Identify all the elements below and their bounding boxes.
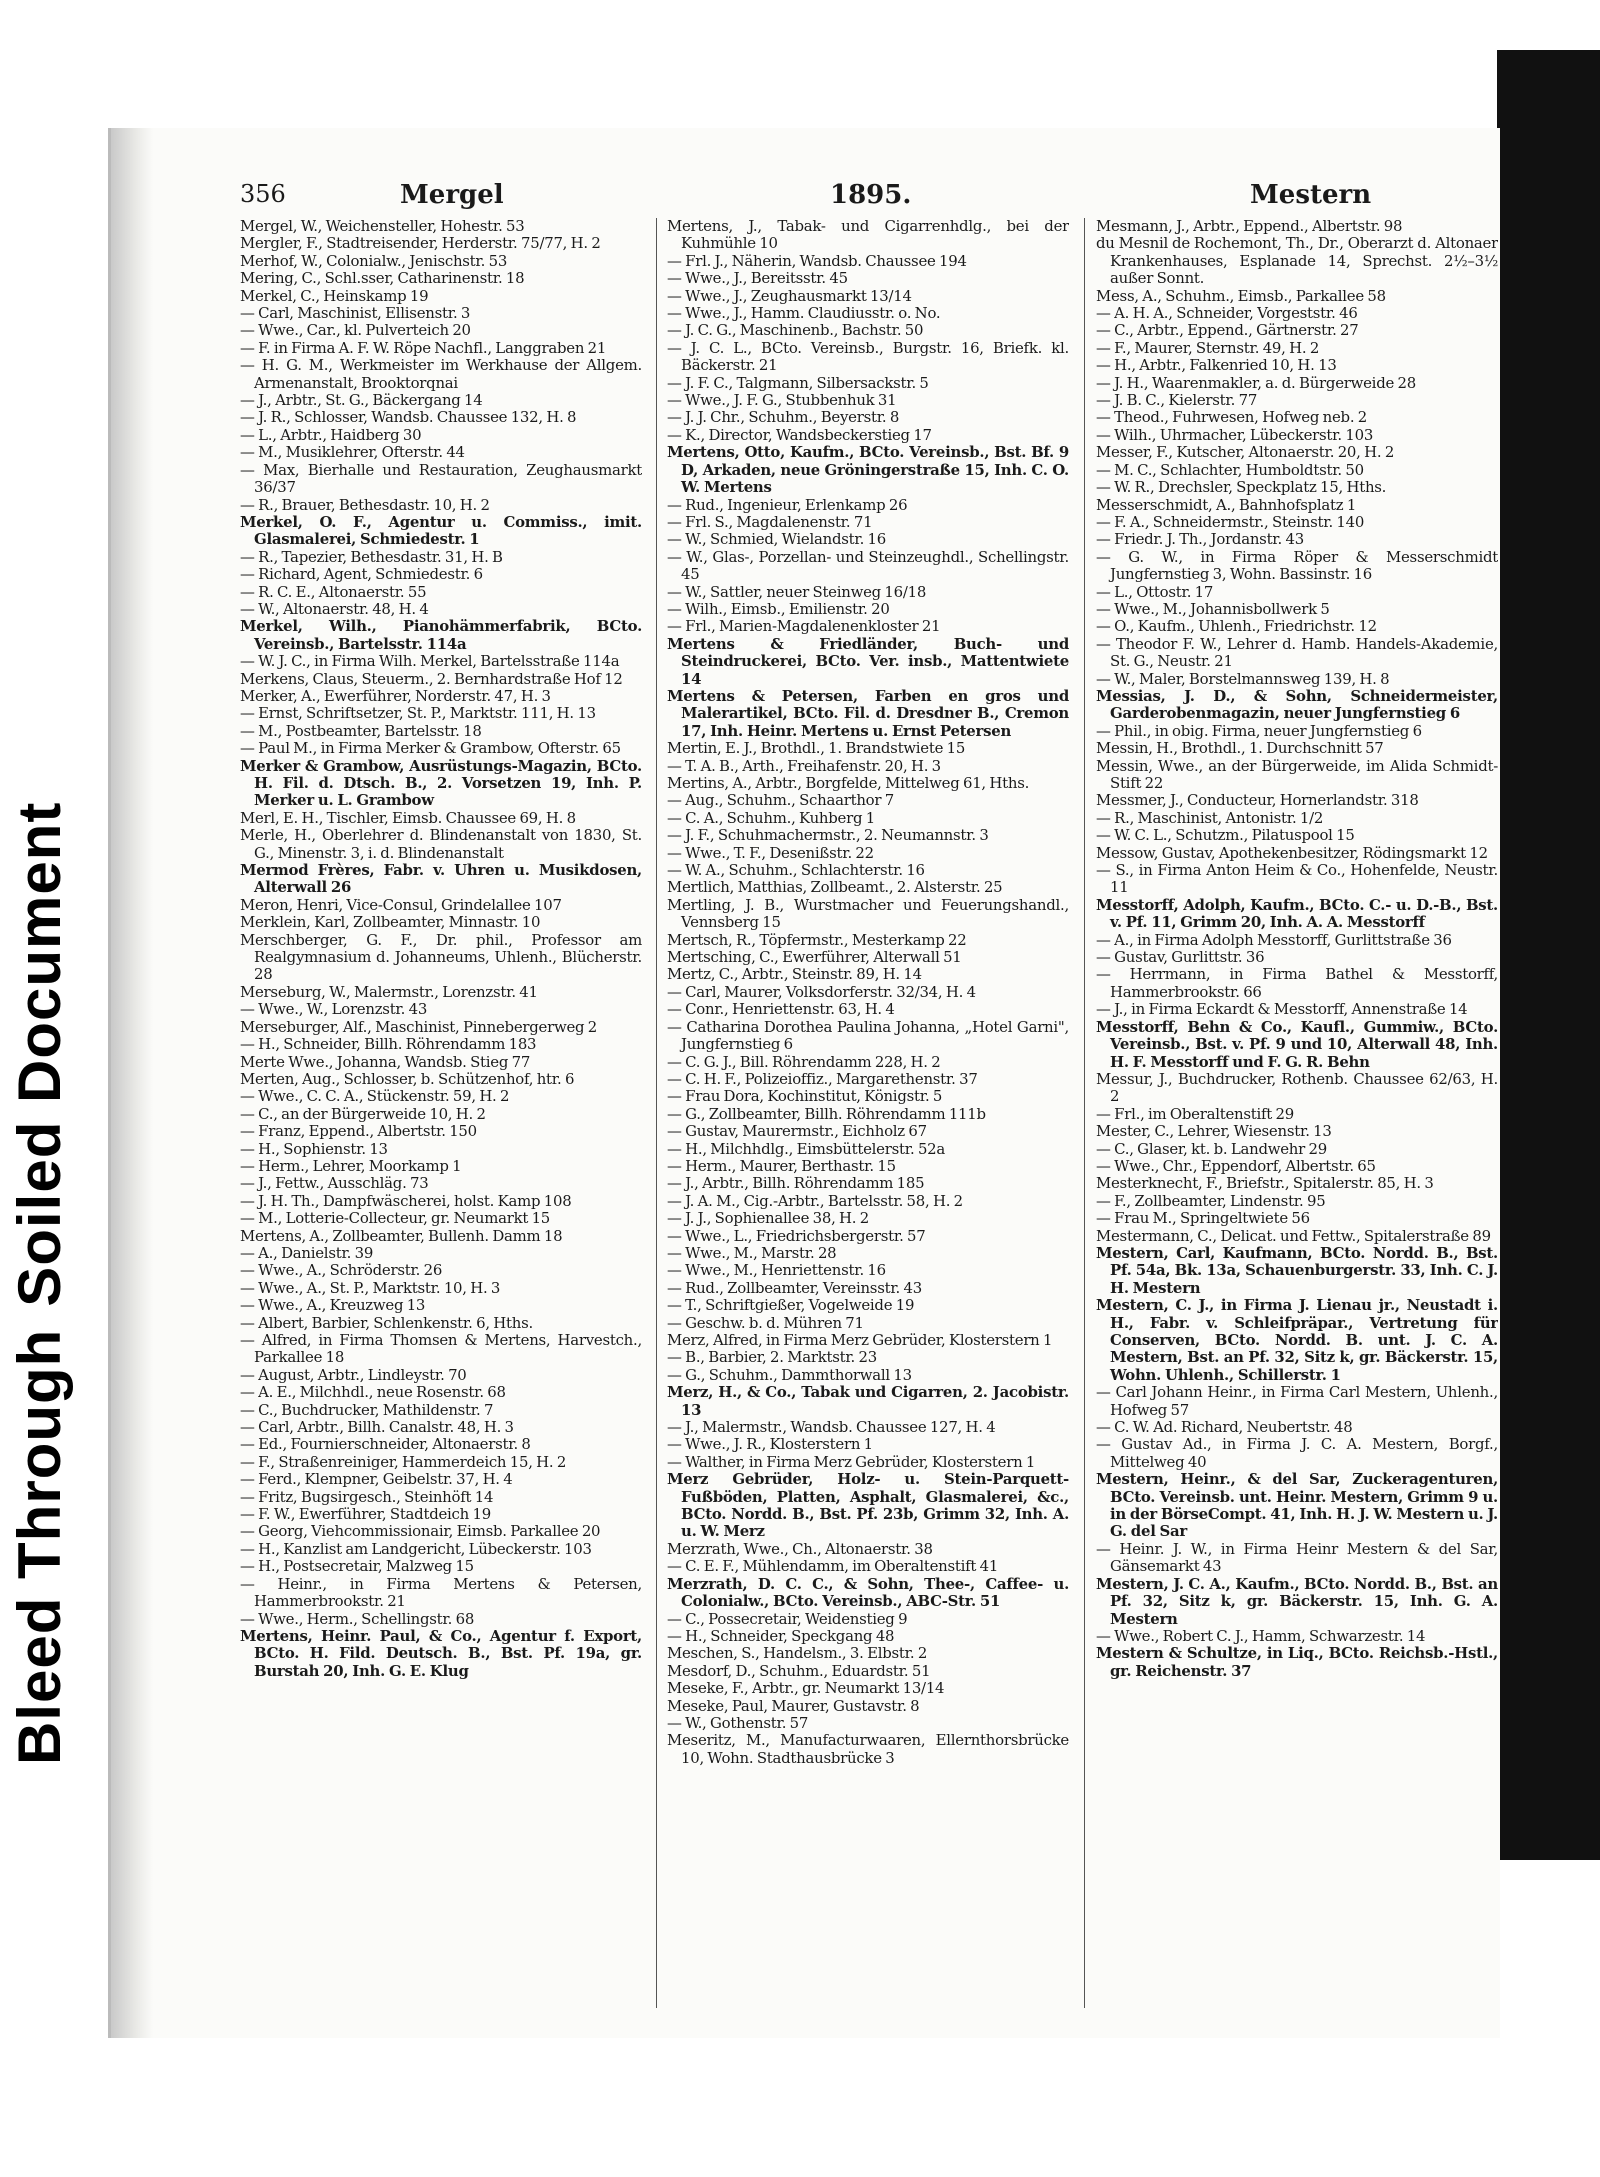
- directory-entry: — W., Sattler, neuer Steinweg 16/18: [667, 582, 927, 601]
- directory-entry: Mertens, A., Zollbeamter, Bullenh. Damm 18: [240, 1226, 563, 1245]
- directory-entry: Messer, F., Kutscher, Altonaerstr. 20, H. 2: [1096, 443, 1395, 462]
- directory-entry: Merseburg, W., Malermstr., Lorenzstr. 41: [240, 982, 538, 1001]
- directory-entry: Messtorff, Adolph, Kaufm., BCto. C.- u. D.-B., Bst. v. Pf. 11, Grimm 20, Inh. A. A. Messtorff: [1096, 895, 1498, 932]
- directory-entry: — C., an der Bürgerweide 10, H. 2: [240, 1104, 486, 1123]
- stamp-line-1: Bleed Through: [6, 1328, 73, 1765]
- directory-entry: Merzrath, Wwe., Ch., Altonaerstr. 38: [667, 1539, 933, 1558]
- directory-entry: — S., in Firma Anton Heim & Co., Hohenfelde, Neustr. 11: [1096, 861, 1498, 897]
- directory-entry: — Carl, Maschinist, Ellisenstr. 3: [240, 304, 471, 323]
- column-rule-2: [1084, 218, 1085, 2008]
- directory-entry: — J. C. L., BCto. Vereinsb., Burgstr. 16, Briefk. kl. Bäckerstr. 21: [667, 338, 1069, 375]
- directory-entry: — W. R., Drechsler, Speckplatz 15, Hths.: [1096, 478, 1387, 497]
- directory-entry: — Fritz, Bugsirgesch., Steinhöft 14: [240, 1487, 494, 1506]
- directory-entry: — W., Maler, Borstelmannsweg 139, H. 8: [1096, 669, 1390, 688]
- directory-entry: Mester, C., Lehrer, Wiesenstr. 13: [1096, 1122, 1332, 1141]
- directory-entry: — M. C., Schlachter, Humboldtstr. 50: [1096, 460, 1364, 479]
- directory-entry: — G., Zollbeamter, Billh. Röhrendamm 111b: [667, 1104, 986, 1123]
- directory-entry: — C. H. F., Polizeioffiz., Margarethenstr. 37: [667, 1069, 978, 1088]
- directory-entry: Mertens, Heinr. Paul, & Co., Agentur f. Export, BCto. H. Fild. Deutsch. B., Bst. Pf. 19a, gr. Burstah 20, Inh. G. E. Klug: [240, 1626, 642, 1680]
- directory-entry: — J. A. M., Cig.-Arbtr., Bartelsstr. 58, H. 2: [667, 1191, 963, 1210]
- directory-entry: — Wwe., J. R., Klosterstern 1: [667, 1435, 873, 1454]
- directory-entry: — Wwe., A., Kreuzweg 13: [240, 1296, 426, 1315]
- directory-entry: — J., Malermstr., Wandsb. Chaussee 127, H. 4: [667, 1418, 996, 1437]
- directory-entry: Mertin, E. J., Brothdl., 1. Brandstwiete 15: [667, 739, 966, 758]
- directory-entry: — Geschw. b. d. Mühren 71: [667, 1313, 864, 1332]
- directory-entry: Merz Gebrüder, Holz- u. Stein-Parquett-Fußböden, Platten, Asphalt, Glasmalerei, &c., BCto. Nordd. B., Bst. Pf. 23b, Grimm 32, Inh. A. u. W. Merz: [667, 1470, 1069, 1541]
- directory-entry: — T., Schriftgießer, Vogelweide 19: [667, 1296, 915, 1315]
- directory-entry: Mestern, Heinr., & del Sar, Zuckeragenturen, BCto. Vereinsb. unt. Heinr. Mestern, Grimm 9 u. in der BörseCompt. 41, Inh. H. J. W. Mestern u. J. G. del Sar: [1096, 1470, 1498, 1541]
- directory-entry: — Conr., Henriettenstr. 63, H. 4: [667, 1000, 895, 1019]
- directory-entry: — H., Milchhdlg., Eimsbüttelerstr. 52a: [667, 1139, 946, 1158]
- directory-entry: — Herrmann, in Firma Bathel & Messtorff, Hammerbrookstr. 66: [1096, 965, 1498, 1001]
- directory-entry: — Rud., Zollbeamter, Vereinsstr. 43: [667, 1278, 922, 1297]
- directory-entry: — L., Ottostr. 17: [1096, 582, 1214, 601]
- directory-entry: — H., Schneider, Billh. Röhrendamm 183: [240, 1035, 537, 1054]
- directory-entry: — C. E. F., Mühlendamm, im Oberaltenstift 41: [667, 1557, 999, 1576]
- directory-entry: — Wwe., J. F. G., Stubbenhuk 31: [667, 391, 897, 410]
- directory-entry: — G., Schuhm., Dammthorwall 13: [667, 1365, 912, 1384]
- directory-entry: — Herm., Maurer, Berthastr. 15: [667, 1156, 896, 1175]
- directory-entry: — Wwe., Car., kl. Pulverteich 20: [240, 321, 471, 340]
- directory-entry: — C., Possecretair, Weidenstieg 9: [667, 1609, 908, 1628]
- directory-entry: Mertsch, R., Töpfermstr., Mesterkamp 22: [667, 930, 967, 949]
- directory-entry: Meschen, S., Handelsm., 3. Elbstr. 2: [667, 1644, 928, 1663]
- directory-entry: Mertsching, C., Ewerführer, Alterwall 51: [667, 948, 962, 967]
- condition-stamp: [5, 780, 74, 1765]
- directory-entry: Messin, Wwe., an der Bürgerweide, im Alida Schmidt-Stift 22: [1096, 756, 1498, 792]
- directory-entry: — F., Straßenreiniger, Hammerdeich 15, H. 2: [240, 1452, 567, 1471]
- directory-entry: — Heinr. J. W., in Firma Heinr Mestern & del Sar, Gänsemarkt 43: [1096, 1539, 1498, 1576]
- page-number: 356: [240, 180, 286, 208]
- directory-entry: — Wwe., J., Hamm. Claudiusstr. o. No.: [667, 304, 941, 323]
- directory-entry: — J. F. C., Talgmann, Silbersackstr. 5: [667, 373, 929, 392]
- directory-entry: — Wwe., T. F., Desenißstr. 22: [667, 843, 874, 862]
- directory-entry: — J. H. Th., Dampfwäscherei, holst. Kamp 108: [240, 1191, 572, 1210]
- directory-entry: Messias, J. D., & Sohn, Schneidermeister, Garderobenmagazin, neuer Jungfernstieg 6: [1096, 686, 1498, 723]
- directory-entry: Meseke, F., Arbtr., gr. Neumarkt 13/14: [667, 1679, 945, 1698]
- directory-entry: — W., Gothenstr. 57: [667, 1713, 809, 1732]
- column-3: [1096, 218, 1498, 2008]
- directory-entry: — Frau M., Springeltwiete 56: [1096, 1209, 1310, 1228]
- directory-entry: — W., Altonaerstr. 48, H. 4: [240, 599, 429, 618]
- directory-entry: Merkens, Claus, Steuerm., 2. Bernhardstraße Hof 12: [240, 669, 623, 688]
- directory-entry: — Frl., im Oberaltenstift 29: [1096, 1104, 1294, 1123]
- directory-entry: — J. J., Sophienallee 38, H. 2: [667, 1209, 869, 1228]
- directory-entry: — C. G. J., Bill. Röhrendamm 228, H. 2: [667, 1052, 941, 1071]
- directory-entry: Mergel, W., Weichensteller, Hohestr. 53: [240, 218, 525, 235]
- directory-entry: — Frl. J., Näherin, Wandsb. Chaussee 194: [667, 251, 967, 270]
- directory-entry: Mertens & Friedländer, Buch- und Steindruckerei, BCto. Ver. insb., Mattentwiete 14: [667, 634, 1069, 688]
- directory-entry: Merten, Aug., Schlosser, b. Schützenhof, htr. 6: [240, 1069, 575, 1088]
- directory-entry: Mertens, J., Tabak- und Cigarrenhdlg., bei der Kuhmühle 10: [667, 218, 1069, 253]
- directory-entry: — Wilh., Uhrmacher, Lübeckerstr. 103: [1096, 425, 1374, 444]
- directory-entry: Meseritz, M., Manufacturwaaren, Ellernthorsbrücke 10, Wohn. Stadthausbrücke 3: [667, 1731, 1069, 1767]
- directory-entry: — H., Kanzlist am Landgericht, Lübeckerstr. 103: [240, 1539, 592, 1558]
- directory-entry: — H., Arbtr., Falkenried 10, H. 13: [1096, 356, 1337, 375]
- guide-word-left: Mergel: [400, 180, 504, 210]
- directory-entry: — J., Fettw., Ausschläg. 73: [240, 1174, 429, 1193]
- directory-entry: — Wwe., M., Johannisbollwerk 5: [1096, 599, 1330, 618]
- directory-entry: Mestern, J. C. A., Kaufm., BCto. Nordd. B., Bst. an Pf. 32, Sitz k, gr. Bäckerstr. 15, Inh. G. A. Mestern: [1096, 1574, 1498, 1628]
- directory-entry: — Carl, Maurer, Volksdorferstr. 32/34, H. 4: [667, 982, 976, 1001]
- directory-entry: — Alfred, in Firma Thomsen & Mertens, Harvestch., Parkallee 18: [240, 1331, 642, 1367]
- directory-entry: — W., Schmied, Wielandstr. 16: [667, 530, 886, 549]
- directory-entry: — A., in Firma Adolph Messtorff, Gurlittstraße 36: [1096, 930, 1452, 949]
- directory-entry: — Theod., Fuhrwesen, Hofweg neb. 2: [1096, 408, 1368, 427]
- directory-entry: Mertz, C., Arbtr., Steinstr. 89, H. 14: [667, 965, 922, 984]
- directory-entry: — R. C. E., Altonaerstr. 55: [240, 582, 427, 601]
- directory-entry: — C., Arbtr., Eppend., Gärtnerstr. 27: [1096, 321, 1359, 340]
- directory-entry: Merl, E. H., Tischler, Eimsb. Chaussee 69, H. 8: [240, 808, 576, 827]
- directory-entry: — A. H. A., Schneider, Vorgeststr. 46: [1096, 304, 1358, 323]
- directory-entry: — Catharina Dorothea Paulina Johanna, „Hotel Garni", Jungfernstieg 6: [667, 1017, 1069, 1054]
- page-header: [240, 180, 1370, 214]
- directory-entry: — K., Director, Wandsbeckerstieg 17: [667, 425, 932, 444]
- directory-entry: Mertlich, Matthias, Zollbeamt., 2. Alsterstr. 25: [667, 878, 1003, 897]
- directory-entry: — Carl Johann Heinr., in Firma Carl Mestern, Uhlenh., Hofweg 57: [1096, 1383, 1498, 1419]
- directory-entry: — Albert, Barbier, Schlenkenstr. 6, Hths.: [240, 1313, 533, 1332]
- column-2: [667, 218, 1069, 2008]
- directory-entry: Meseke, Paul, Maurer, Gustavstr. 8: [667, 1696, 920, 1715]
- directory-entry: — W. J. C., in Firma Wilh. Merkel, Bartelsstraße 114a: [240, 652, 620, 671]
- directory-entry: — Gustav, Maurermstr., Eichholz 67: [667, 1122, 927, 1141]
- directory-entry: — Carl, Arbtr., Billh. Canalstr. 48, H. 3: [240, 1418, 514, 1437]
- directory-entry: — R., Brauer, Bethesdastr. 10, H. 2: [240, 495, 490, 514]
- directory-entry: Meron, Henri, Vice-Consul, Grindelallee 107: [240, 895, 562, 914]
- directory-entry: — Herm., Lehrer, Moorkamp 1: [240, 1156, 462, 1175]
- directory-entry: Merzrath, D. C. C., & Sohn, Thee-, Caffee- u. Colonialw., BCto. Vereinsb., ABC-Str. 51: [667, 1574, 1069, 1611]
- directory-entry: — J. C. G., Maschinenb., Bachstr. 50: [667, 321, 924, 340]
- directory-entry: — Rud., Ingenieur, Erlenkamp 26: [667, 495, 908, 514]
- directory-entry: Mermod Frères, Fabr. v. Uhren u. Musikdosen, Alterwall 26: [240, 861, 642, 897]
- directory-entry: Mertens, Otto, Kaufm., BCto. Vereinsb., Bst. Bf. 9 D, Arkaden, neue Gröningerstraße 15, Inh. C. O. W. Mertens: [667, 443, 1069, 497]
- directory-entry: Merte Wwe., Johanna, Wandsb. Stieg 77: [240, 1052, 531, 1071]
- directory-entry: — Wilh., Eimsb., Emilienstr. 20: [667, 599, 890, 618]
- directory-entry: — R., Tapezier, Bethesdastr. 31, H. B: [240, 547, 503, 566]
- directory-entry: — F., Maurer, Sternstr. 49, H. 2: [1096, 338, 1320, 357]
- directory-entry: Mering, C., Schl.sser, Catharinenstr. 18: [240, 269, 525, 288]
- directory-entry: Messur, J., Buchdrucker, Rothenb. Chaussee 62/63, H. 2: [1096, 1069, 1498, 1106]
- directory-entry: — J., Arbtr., Billh. Röhrendamm 185: [667, 1174, 925, 1193]
- directory-entry: — M., Lotterie-Collecteur, gr. Neumarkt 15: [240, 1209, 551, 1228]
- directory-entry: — L., Arbtr., Haidberg 30: [240, 425, 422, 444]
- directory-entry: — Wwe., J., Zeughausmarkt 13/14: [667, 286, 912, 305]
- directory-entry: — H., Sophienstr. 13: [240, 1139, 388, 1158]
- directory-entry: — H., Postsecretair, Malzweg 15: [240, 1557, 474, 1576]
- directory-entry: — J. H., Waarenmakler, a. d. Bürgerweide 28: [1096, 373, 1416, 392]
- directory-entry: — J. J. Chr., Schuhm., Beyerstr. 8: [667, 408, 900, 427]
- directory-entry: Merkel, C., Heinskamp 19: [240, 286, 429, 305]
- directory-entry: Mestermann, C., Delicat. und Fettw., Spitalerstraße 89: [1096, 1226, 1491, 1245]
- directory-entry: — R., Maschinist, Antonistr. 1/2: [1096, 808, 1324, 827]
- directory-entry: Mergler, F., Stadtreisender, Herderstr. 75/77, H. 2: [240, 234, 601, 253]
- directory-entry: — C. W. Ad. Richard, Neubertstr. 48: [1096, 1418, 1353, 1437]
- directory-entry: — Gustav Ad., in Firma J. C. A. Mestern, Borgf., Mittelweg 40: [1096, 1435, 1498, 1471]
- directory-entry: Mertins, A., Arbtr., Borgfelde, Mittelweg 61, Hths.: [667, 774, 1030, 792]
- directory-entry: — T. A. B., Arth., Freihafenstr. 20, H. 3: [667, 756, 941, 775]
- directory-entry: — Wwe., M., Marstr. 28: [667, 1243, 837, 1262]
- directory-entry: Merkel, Wilh., Pianohämmerfabrik, BCto. Vereinsb., Bartelsstr. 114a: [240, 617, 642, 653]
- directory-entry: — Franz, Eppend., Albertstr. 150: [240, 1122, 477, 1141]
- directory-entry: — Wwe., A., St. P., Marktstr. 10, H. 3: [240, 1278, 501, 1297]
- directory-entry: — Heinr., in Firma Mertens & Petersen, Hammerbrookstr. 21: [240, 1574, 642, 1611]
- column-1: [240, 218, 642, 2008]
- directory-entry: Merle, H., Oberlehrer d. Blindenanstalt von 1830, St. G., Minenstr. 3, i. d. Blindenanstalt: [240, 826, 642, 862]
- directory-entry: — A. E., Milchhdl., neue Rosenstr. 68: [240, 1383, 506, 1402]
- directory-entry: — Wwe., Robert C. J., Hamm, Schwarzestr. 14: [1096, 1626, 1426, 1645]
- directory-entry: — Wwe., Herm., Schellingstr. 68: [240, 1609, 475, 1628]
- directory-entry: — Theodor F. W., Lehrer d. Hamb. Handels-Akademie, St. G., Neustr. 21: [1096, 634, 1498, 671]
- directory-entry: Mesterknecht, F., Briefstr., Spitalerstr. 85, H. 3: [1096, 1174, 1434, 1193]
- directory-entry: — Wwe., A., Schröderstr. 26: [240, 1261, 443, 1280]
- directory-entry: Mestern, C. J., in Firma J. Lienau jr., Neustadt i. H., Fabr. v. Schleifpräpar., Vertretung für Conserven, BCto. Nordd. B. unt. J. C. A. Mestern, Bst. an Pf. 32, Sitz k, gr. Bäckerstr. 15, Wohn. Uhlenh., Schillerstr. 1: [1096, 1296, 1498, 1384]
- directory-entry: Merker, A., Ewerführer, Norderstr. 47, H. 3: [240, 686, 551, 705]
- directory-entry: — Friedr. J. Th., Jordanstr. 43: [1096, 530, 1304, 549]
- directory-entry: Merz, Alfred, in Firma Merz Gebrüder, Klosterstern 1: [667, 1331, 1053, 1349]
- directory-entry: — August, Arbtr., Lindleystr. 70: [240, 1365, 467, 1384]
- directory-entry: — M., Musiklehrer, Ofterstr. 44: [240, 443, 465, 462]
- column-rule-1: [656, 218, 657, 2008]
- directory-entry: — Aug., Schuhm., Schaarthor 7: [667, 791, 894, 810]
- directory-entry: Merz, H., & Co., Tabak und Cigarren, 2. Jacobistr. 13: [667, 1383, 1069, 1419]
- directory-entry: — G. W., in Firma Röper & Messerschmidt Jungfernstieg 3, Wohn. Bassinstr. 16: [1096, 547, 1498, 584]
- directory-entry: Merklein, Karl, Zollbeamter, Minnastr. 10: [240, 913, 541, 932]
- directory-entry: — J., Arbtr., St. G., Bäckergang 14: [240, 391, 483, 410]
- directory-entry: — J. R., Schlosser, Wandsb. Chaussee 132, H. 8: [240, 408, 577, 427]
- directory-entry: Mestern, Carl, Kaufmann, BCto. Nordd. B., Bst. Pf. 54a, Bk. 13a, Schauenburgerstr. 33, Inh. C. J. H. Mestern: [1096, 1243, 1498, 1297]
- directory-entry: — Gustav, Gurlittstr. 36: [1096, 948, 1265, 967]
- directory-entry: Merhof, W., Colonialw., Jenischstr. 53: [240, 251, 508, 270]
- directory-entry: — J., in Firma Eckardt & Messtorff, Annenstraße 14: [1096, 1000, 1468, 1019]
- directory-entry: Merker & Grambow, Ausrüstungs-Magazin, BCto. H. Fil. d. Dtsch. B., 2. Vorsetzen 19, Inh. P. Merker u. L. Grambow: [240, 756, 642, 810]
- directory-entry: Mesmann, J., Arbtr., Eppend., Albertstr. 98: [1096, 218, 1403, 235]
- directory-entry: Mertens & Petersen, Farben en gros und Malerartikel, BCto. Fil. d. Dresdner B., Cremon 17, Inh. Heinr. Mertens u. Ernst Petersen: [667, 686, 1069, 740]
- directory-entry: — F. A., Schneidermstr., Steinstr. 140: [1096, 512, 1365, 531]
- directory-entry: Messin, H., Brothdl., 1. Durchschnitt 57: [1096, 739, 1384, 758]
- directory-entry: Mertling, J. B., Wurstmacher und Feuerungshandl., Vennsberg 15: [667, 895, 1069, 932]
- directory-entry: — Max, Bierhalle und Restauration, Zeughausmarkt 36/37: [240, 460, 642, 497]
- black-edge-tab: [1497, 50, 1600, 1860]
- directory-entry: — Ed., Fournierschneider, Altonaerstr. 8: [240, 1435, 531, 1454]
- directory-entry: — Frl., Marien-Magdalenenkloster 21: [667, 617, 941, 636]
- directory-entry: — Wwe., L., Friedrichsbergerstr. 57: [667, 1226, 926, 1245]
- directory-entry: — F. W., Ewerführer, Stadtdeich 19: [240, 1505, 491, 1524]
- directory-entry: Mesdorf, D., Schuhm., Eduardstr. 51: [667, 1661, 931, 1680]
- directory-entry: Mestern & Schultze, in Liq., BCto. Reichsb.-Hstl., gr. Reichenstr. 37: [1096, 1644, 1498, 1680]
- directory-entry: — J. F., Schuhmachermstr., 2. Neumannstr. 3: [667, 826, 989, 845]
- directory-entry: — F., Zollbeamter, Lindenstr. 95: [1096, 1191, 1326, 1210]
- directory-entry: du Mesnil de Rochemont, Th., Dr., Oberarzt d. Altonaer Krankenhauses, Esplanade 14, Sprechst. 2½–3½ außer Sonnt.: [1096, 234, 1498, 288]
- directory-entry: — Wwe., C. C. A., Stückenstr. 59, H. 2: [240, 1087, 510, 1106]
- directory-entry: Messmer, J., Conducteur, Hornerlandstr. 318: [1096, 791, 1419, 810]
- directory-entry: Merschberger, G. F., Dr. phil., Professor am Realgymnasium d. Johanneums, Uhlenh., Blücherstr. 28: [240, 930, 642, 984]
- directory-entry: Messtorff, Behn & Co., Kaufl., Gummiw., BCto. Vereinsb., Bst. v. Pf. 9 und 10, Alterwall 48, Inh. H. F. Messtorff und F. G. R. Behn: [1096, 1017, 1498, 1071]
- directory-entry: — O., Kaufm., Uhlenh., Friedrichstr. 12: [1096, 617, 1377, 636]
- directory-entry: — A., Danielstr. 39: [240, 1243, 374, 1262]
- directory-entry: — Frl. S., Magdalenenstr. 71: [667, 512, 873, 531]
- directory-entry: — C. A., Schuhm., Kuhberg 1: [667, 808, 875, 827]
- directory-entry: Merkel, O. F., Agentur u. Commiss., imit. Glasmalerei, Schmiedestr. 1: [240, 512, 642, 549]
- directory-entry: — Wwe., M., Henriettenstr. 16: [667, 1261, 886, 1280]
- directory-entry: — Frau Dora, Kochinstitut, Königstr. 5: [667, 1087, 943, 1106]
- directory-entry: — W. A., Schuhm., Schlachterstr. 16: [667, 861, 925, 880]
- directory-entry: — Wwe., Chr., Eppendorf, Albertstr. 65: [1096, 1156, 1376, 1175]
- directory-entry: — W., Glas-, Porzellan- und Steinzeughdl., Schellingstr. 45: [667, 547, 1069, 584]
- directory-entry: — B., Barbier, 2. Marktstr. 23: [667, 1348, 877, 1367]
- directory-entry: — H. G. M., Werkmeister im Werkhause der Allgem. Armenanstalt, Brooktorqnai: [240, 356, 642, 392]
- directory-entry: Messow, Gustav, Apothekenbesitzer, Rödingsmarkt 12: [1096, 843, 1488, 862]
- directory-entry: — Ernst, Schriftsetzer, St. P., Marktstr. 111, H. 13: [240, 704, 596, 723]
- directory-entry: — Ferd., Klempner, Geibelstr. 37, H. 4: [240, 1470, 513, 1489]
- directory-entry: — C., Buchdrucker, Mathildenstr. 7: [240, 1400, 494, 1419]
- directory-entry: — F. in Firma A. F. W. Röpe Nachfl., Langgraben 21: [240, 338, 607, 357]
- directory-entry: — Richard, Agent, Schmiedestr. 6: [240, 565, 483, 584]
- directory-entry: — C., Glaser, kt. b. Landwehr 29: [1096, 1139, 1327, 1158]
- directory-entry: Mess, A., Schuhm., Eimsb., Parkallee 58: [1096, 286, 1386, 305]
- stamp-line-2: Soiled Document: [6, 801, 73, 1307]
- directory-entry: Merseburger, Alf., Maschinist, Pinnebergerweg 2: [240, 1017, 598, 1036]
- directory-entry: — Walther, in Firma Merz Gebrüder, Klosterstern 1: [667, 1452, 1036, 1471]
- directory-entry: — Phil., in obig. Firma, neuer Jungfernstieg 6: [1096, 721, 1422, 740]
- year-heading: 1895.: [830, 180, 912, 210]
- directory-entry: — Wwe., W., Lorenzstr. 43: [240, 1000, 428, 1019]
- directory-entry: Messerschmidt, A., Bahnhofsplatz 1: [1096, 495, 1357, 514]
- directory-entry: — M., Postbeamter, Bartelsstr. 18: [240, 721, 482, 740]
- directory-entry: — H., Schneider, Speckgang 48: [667, 1626, 895, 1645]
- binding-gutter: [111, 128, 153, 2038]
- directory-entry: — Paul M., in Firma Merker & Grambow, Ofterstr. 65: [240, 739, 621, 758]
- directory-entry: — Georg, Viehcommissionair, Eimsb. Parkallee 20: [240, 1522, 601, 1541]
- directory-entry: — J. B. C., Kielerstr. 77: [1096, 391, 1258, 410]
- directory-entry: — W. C. L., Schutzm., Pilatuspool 15: [1096, 826, 1355, 845]
- directory-entry: — Wwe., J., Bereitsstr. 45: [667, 269, 848, 288]
- guide-word-right: Mestern: [1250, 180, 1372, 210]
